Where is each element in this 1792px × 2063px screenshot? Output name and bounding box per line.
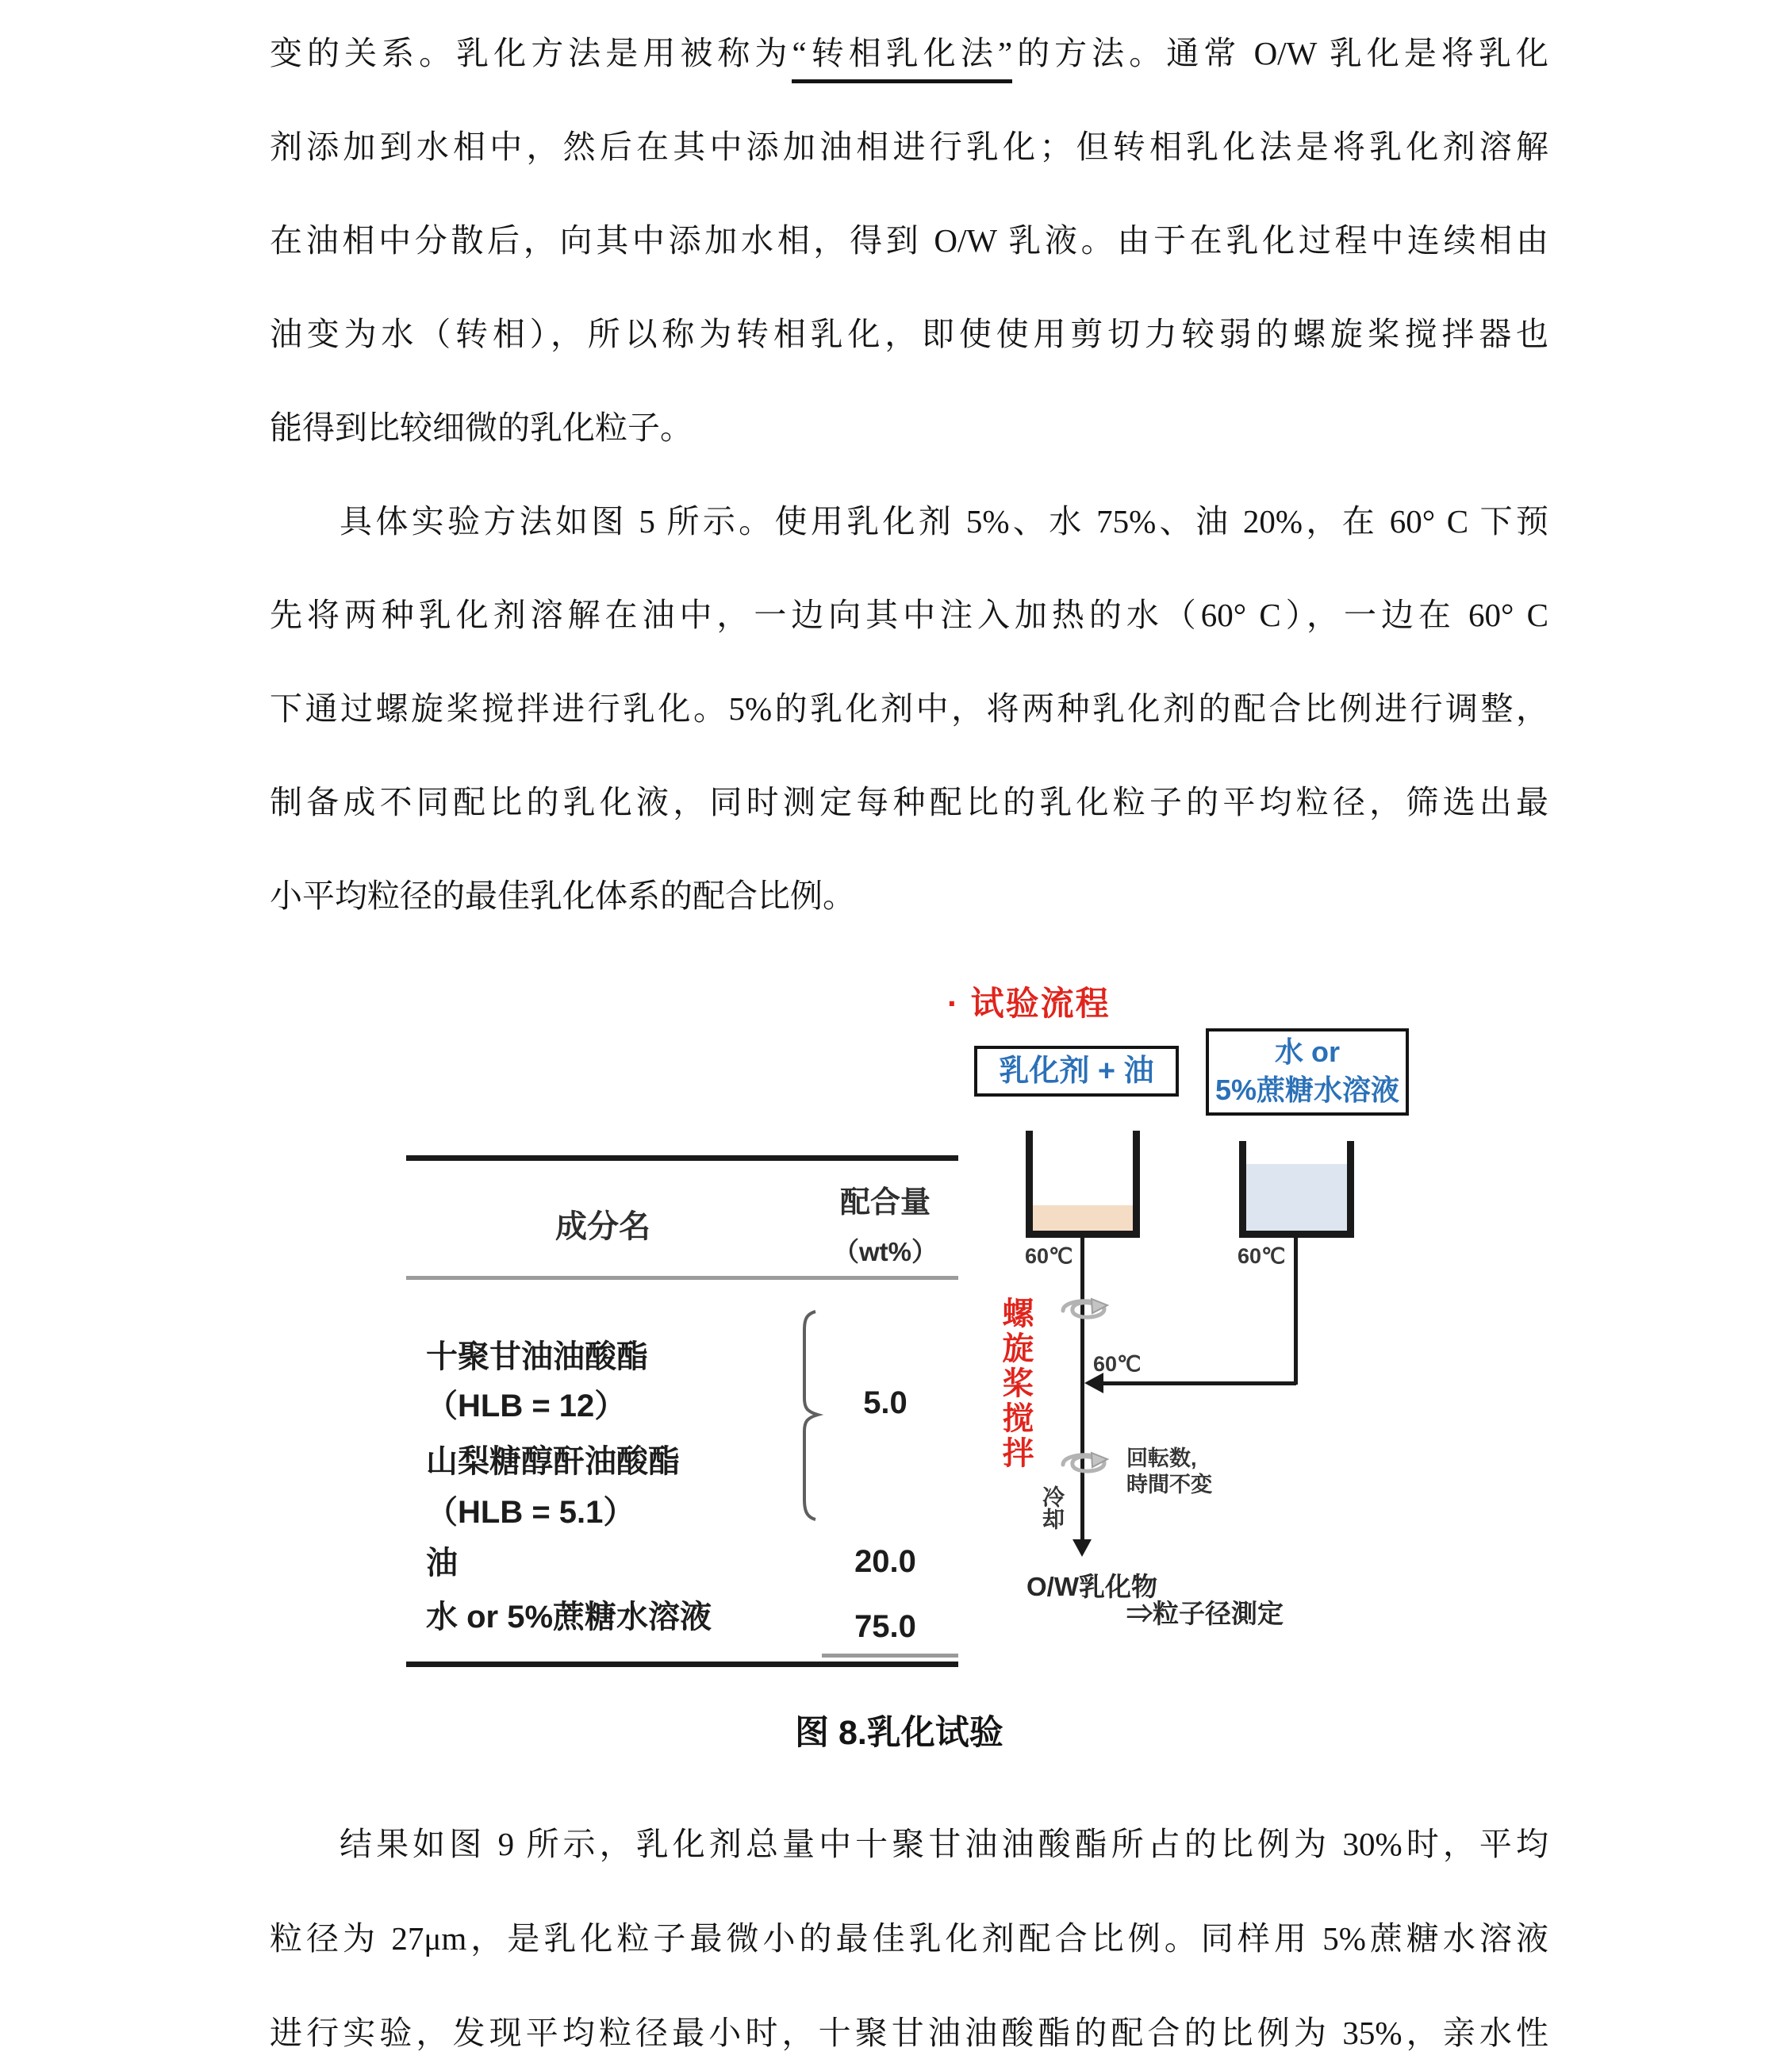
figure-caption: 图 8.乳化试验	[795, 1714, 1003, 1752]
brace-icon	[792, 1309, 828, 1522]
water-feed-connector	[1088, 1381, 1296, 1385]
text-line-4: 油变为水（转相），所以称为转相乳化，即使使用剪切力较弱的螺旋桨搅拌器也	[270, 316, 1548, 352]
underlined-term: “转相乳化法”	[792, 35, 1012, 83]
temp-label-mix: 60℃	[1093, 1352, 1142, 1376]
text-line-13: 进行实验，发现平均粒径最小时，十聚甘油油酸酯的配合的比例为 35%，亲水性	[270, 2015, 1548, 2051]
table-row-ingredient-1: 十聚甘油油酸酯	[426, 1339, 648, 1374]
particle-measure-label: ⇒粒子径測定	[1126, 1599, 1284, 1628]
text-line-3: 在油相中分散后，向其中添加水相，得到 O/W 乳液。由于在乳化过程中连续相由	[270, 222, 1548, 259]
table-header-ingredient: 成分名	[555, 1209, 650, 1244]
table-top-border	[406, 1155, 958, 1161]
table-row-ingredient-2: 山梨糖醇酐油酸酯	[426, 1444, 680, 1479]
table-header-divider	[406, 1276, 958, 1280]
temp-label-left: 60℃	[1025, 1244, 1073, 1268]
ow-emulsion-label: O/W乳化物	[1026, 1572, 1157, 1601]
text-line-6: 具体实验方法如图 5 所示。使用乳化剂 5%、水 75%、油 20%，在 60° C 下预	[340, 503, 1548, 540]
line1-post: 的方法。通常 O/W 乳化是将乳化	[1012, 35, 1548, 71]
table-row-oil: 油	[426, 1546, 458, 1581]
table-bottom-border	[406, 1662, 958, 1667]
emulsifier-oil-box: 乳化剂 + 油	[974, 1046, 1179, 1097]
stir-spiral-icon	[1053, 1292, 1115, 1333]
text-line-9: 制备成不同配比的乳化液，同时测定每种配比的乳化粒子的平均粒径，筛选出最	[270, 784, 1548, 820]
text-line-2: 剂添加到水相中，然后在其中添加油相进行乳化；但转相乳化法是将乳化剂溶解	[270, 129, 1548, 165]
text-line-12: 粒径为 27μm，是乳化粒子最微小的最佳乳化剂配合比例。同样用 5%蔗糖水溶液	[270, 1920, 1548, 1957]
table-header-amount: 配合量	[839, 1186, 931, 1220]
table-row-ingredient-1-hlb: （HLB = 12）	[426, 1389, 627, 1423]
text-line-1	[270, 30, 1548, 76]
table-value-underline	[822, 1654, 958, 1658]
water-box-line2: 5%蔗糖水溶液	[1214, 1074, 1400, 1106]
table-value-emulsifier: 5.0	[863, 1385, 908, 1420]
water-feed-line	[1294, 1236, 1298, 1385]
table-header-amount-unit: （wt%）	[833, 1237, 938, 1266]
rotation-note-line2: 時間不変	[1126, 1473, 1212, 1496]
water-sucrose-box	[1206, 1028, 1409, 1116]
stirring-label-vertical: 螺旋桨搅拌	[998, 1297, 1033, 1471]
figure-flow-title: · 试验流程	[947, 985, 1111, 1022]
temp-label-right: 60℃	[1238, 1244, 1286, 1268]
table-value-water: 75.0	[854, 1609, 916, 1644]
table-row-water: 水 or 5%蔗糖水溶液	[426, 1600, 712, 1635]
oil-liquid	[1033, 1205, 1133, 1231]
line1-pre: 变的关系。乳化方法是用被称为	[270, 35, 792, 71]
text-line-11: 结果如图 9 所示，乳化剂总量中十聚甘油油酸酯所占的比例为 30%时，平均	[340, 1826, 1548, 1862]
text-line-10: 小平均粒径的最佳乳化体系的配合比例。	[270, 878, 855, 914]
rotation-note	[1126, 1446, 1212, 1498]
text-line-7: 先将两种乳化剂溶解在油中，一边向其中注入加热的水（60° C），一边在 60° C	[270, 597, 1548, 633]
table-value-oil: 20.0	[854, 1544, 916, 1579]
stir-spiral-icon	[1053, 1446, 1115, 1487]
table-row-ingredient-2-hlb: （HLB = 5.1）	[426, 1495, 635, 1530]
cooling-label: 冷却	[1040, 1485, 1065, 1530]
water-box-line1: 水 or	[1274, 1035, 1340, 1068]
flow-end-arrow-icon	[1073, 1539, 1092, 1557]
text-line-8: 下通过螺旋桨搅拌进行乳化。5%的乳化剂中，将两种乳化剂的配合比例进行调整，	[270, 690, 1548, 727]
water-liquid	[1246, 1164, 1347, 1231]
water-beaker	[1239, 1141, 1354, 1238]
rotation-note-line1: 回転数,	[1126, 1446, 1197, 1470]
oil-beaker	[1026, 1131, 1140, 1238]
text-line-5: 能得到比较细微的乳化粒子。	[270, 409, 693, 446]
